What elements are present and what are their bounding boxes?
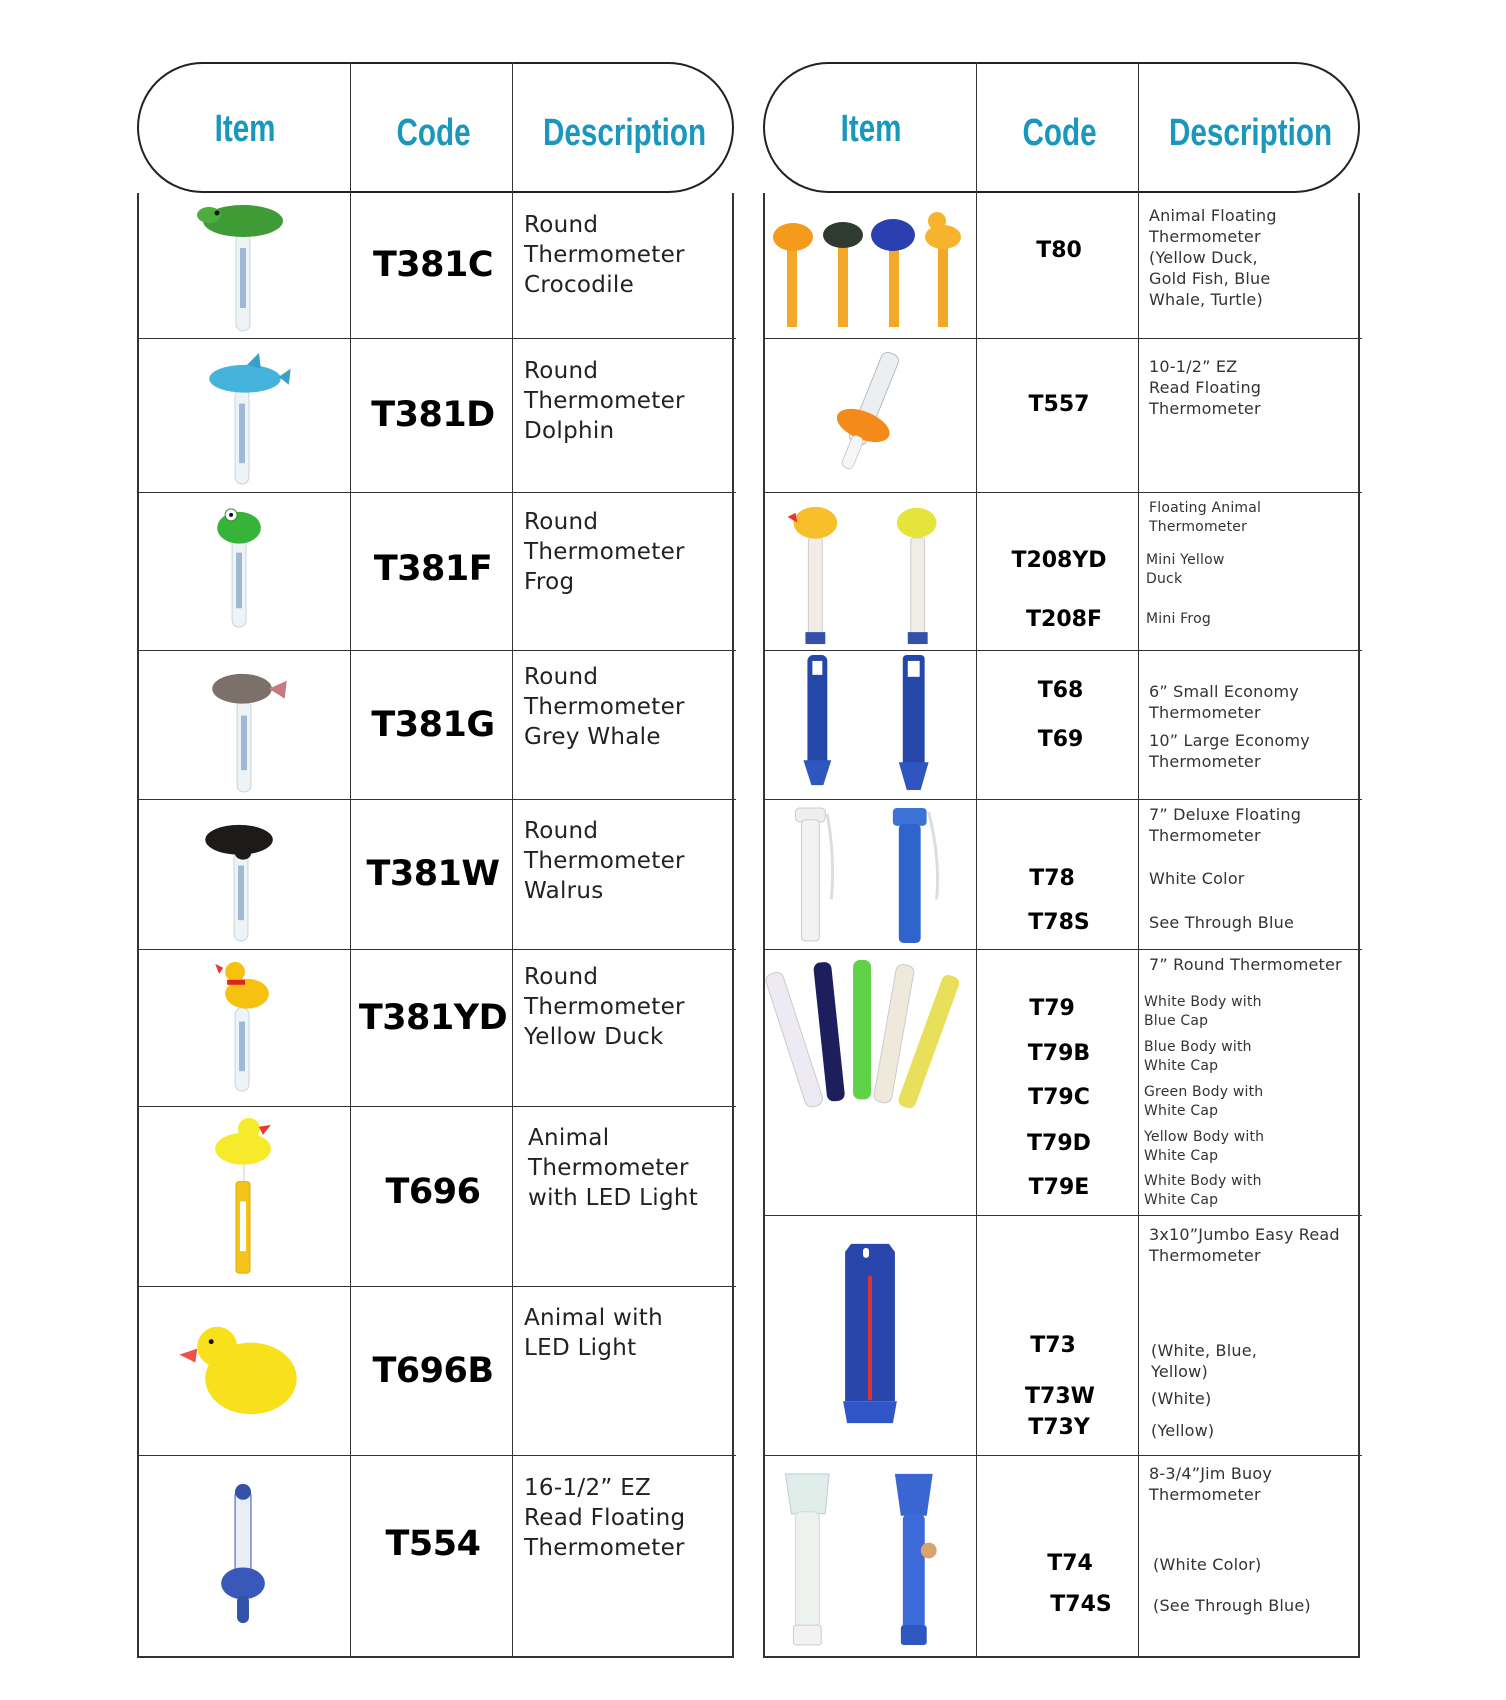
- table-row: [139, 193, 736, 338]
- walrus-thermometer-image: [139, 800, 352, 949]
- description-line: 8-3/4”Jim Buoy: [1149, 1464, 1273, 1483]
- ez-read-floating-thermometer-image: [139, 1456, 352, 1656]
- description-line: White Cap: [1144, 1192, 1219, 1208]
- item-cell: [765, 1456, 978, 1656]
- description-line: White Cap: [1144, 1058, 1219, 1074]
- product-code: T79E: [1028, 1175, 1090, 1200]
- column-divider: [976, 62, 977, 1658]
- table-row: [765, 1455, 1362, 1656]
- description-line: Yellow Body with: [1144, 1129, 1265, 1145]
- description-line: Animal with: [524, 1305, 663, 1331]
- product-code: T79B: [1027, 1041, 1091, 1066]
- item-cell: [139, 651, 352, 799]
- code-cell: [978, 1456, 1140, 1656]
- description-line: Whale, Turtle): [1149, 290, 1263, 309]
- product-code: T78: [1029, 866, 1075, 891]
- crocodile-thermometer-image: [139, 193, 352, 338]
- code-cell: [352, 1107, 514, 1286]
- description-line: LED Light: [524, 1335, 637, 1361]
- variant-description: [1153, 1595, 1358, 1616]
- product-code: T554: [385, 1524, 481, 1564]
- item-cell: [139, 950, 352, 1106]
- code-cell: [352, 1287, 514, 1455]
- description-line: Dolphin: [524, 418, 615, 444]
- description-line: Thermometer: [524, 1535, 685, 1561]
- header-description: Description: [543, 112, 707, 154]
- description-cell: [514, 800, 736, 949]
- product-code: T73Y: [1028, 1415, 1090, 1440]
- description-line: (See Through Blue): [1153, 1596, 1311, 1615]
- description-cell: [514, 339, 736, 492]
- description-line: Grey Whale: [524, 724, 661, 750]
- description-line: 7” Deluxe Floating: [1149, 805, 1302, 824]
- item-cell: [765, 339, 978, 492]
- description-cell: [1140, 1216, 1362, 1455]
- item-cell: [139, 1107, 352, 1286]
- item-cell: [139, 493, 352, 650]
- product-description: [1149, 205, 1358, 310]
- jim-buoy-thermometers-image: [765, 1456, 978, 1656]
- description-line: Read Floating: [524, 1505, 686, 1531]
- description-line: White Body with: [1144, 994, 1262, 1010]
- left-table-body: [137, 193, 734, 1658]
- product-description: [524, 662, 732, 752]
- description-line: (White): [1151, 1389, 1212, 1408]
- description-line: See Through Blue: [1149, 913, 1294, 932]
- product-description-heading: [1149, 499, 1358, 537]
- product-description-heading: [1149, 804, 1358, 846]
- grey-whale-thermometer-image: [139, 651, 352, 799]
- variant-description: [1149, 868, 1358, 889]
- product-code: T79: [1029, 996, 1075, 1021]
- description-line: Round: [524, 964, 599, 990]
- variant-description: [1151, 1420, 1358, 1441]
- code-cell: [978, 339, 1140, 492]
- variant-description: [1144, 1172, 1358, 1210]
- table-row: [765, 1215, 1362, 1455]
- table-row: [139, 1455, 736, 1656]
- description-cell: [1140, 950, 1362, 1215]
- description-line: (Yellow Duck,: [1149, 248, 1258, 267]
- table-row: [139, 492, 736, 650]
- description-line: Read Floating: [1149, 378, 1262, 397]
- economy-thermometers-image: [765, 651, 978, 799]
- item-cell: [765, 950, 978, 1215]
- product-description: [524, 507, 732, 597]
- product-code: T73: [1030, 1333, 1076, 1358]
- description-line: (White Color): [1153, 1555, 1262, 1574]
- product-code: T381D: [371, 395, 495, 435]
- description-line: Walrus: [524, 878, 604, 904]
- description-line: Thermometer: [1149, 752, 1261, 771]
- product-code: T696: [385, 1172, 481, 1212]
- product-code: T381G: [371, 705, 495, 745]
- description-line: Thermometer: [524, 994, 685, 1020]
- description-line: Green Body with: [1144, 1084, 1264, 1100]
- description-cell: [1140, 651, 1362, 799]
- table-row: [765, 650, 1362, 799]
- product-code: T69: [1037, 727, 1084, 752]
- item-cell: [139, 193, 352, 338]
- product-code: T73W: [1025, 1384, 1095, 1409]
- description-line: Thermometer: [1149, 227, 1261, 246]
- variant-description: [1149, 912, 1358, 933]
- item-cell: [765, 493, 978, 650]
- product-code: T381F: [373, 549, 493, 589]
- product-description: [524, 1473, 732, 1563]
- description-cell: [514, 1456, 736, 1656]
- description-line: 10” Large Economy: [1149, 731, 1310, 750]
- product-description: [524, 356, 732, 446]
- code-cell: [978, 493, 1140, 650]
- description-line: Thermometer: [524, 388, 685, 414]
- variant-description: [1144, 1128, 1358, 1166]
- product-description: [528, 1123, 732, 1213]
- product-code: T78S: [1028, 910, 1090, 935]
- description-line: Mini Yellow: [1146, 552, 1225, 568]
- product-description: [524, 210, 732, 300]
- description-line: Thermometer: [1149, 399, 1261, 418]
- description-line: Round: [524, 358, 599, 384]
- header-code: Code: [1021, 112, 1097, 154]
- description-line: Thermometer: [524, 694, 685, 720]
- product-code: T79D: [1027, 1131, 1091, 1156]
- mini-duck-frog-thermometers-image: [765, 493, 978, 650]
- header-item: Item: [215, 108, 276, 150]
- description-line: 16-1/2” EZ: [524, 1475, 652, 1501]
- description-line: Blue Body with: [1144, 1039, 1252, 1055]
- description-line: Thermometer: [524, 539, 685, 565]
- description-line: White Body with: [1144, 1173, 1262, 1189]
- code-cell: [352, 651, 514, 799]
- item-cell: [139, 1287, 352, 1455]
- product-description-heading: [1149, 954, 1358, 975]
- item-cell: [765, 651, 978, 799]
- description-line: 3x10”Jumbo Easy Read: [1149, 1225, 1340, 1244]
- description-line: 7” Round Thermometer: [1149, 955, 1342, 974]
- description-cell: [1140, 339, 1362, 492]
- description-line: White Cap: [1144, 1103, 1219, 1119]
- code-cell: [352, 339, 514, 492]
- code-cell: [978, 1216, 1140, 1455]
- variant-description: [1149, 730, 1358, 772]
- rubber-duck-led-image: [139, 1287, 352, 1455]
- left-table-header: [137, 62, 734, 193]
- item-cell: [765, 1216, 978, 1455]
- table-row: [139, 1106, 736, 1286]
- product-code: T68: [1037, 678, 1084, 703]
- left-product-table: [137, 62, 734, 1658]
- description-line: Animal: [528, 1125, 610, 1151]
- product-description: [524, 816, 732, 906]
- description-line: Animal Floating: [1149, 206, 1277, 225]
- table-row: [765, 492, 1362, 650]
- table-row: [765, 338, 1362, 492]
- product-code: T208YD: [1011, 548, 1107, 573]
- column-divider: [1138, 62, 1139, 1658]
- code-cell: [978, 651, 1140, 799]
- animal-floating-thermometers-image: [765, 193, 978, 338]
- description-line: Thermometer: [524, 242, 685, 268]
- code-cell: [352, 800, 514, 949]
- frog-thermometer-image: [139, 493, 352, 650]
- right-table-header: [763, 62, 1360, 193]
- table-row: [139, 650, 736, 799]
- jumbo-easy-read-thermometer-image: [765, 1216, 978, 1455]
- right-table-body: [763, 193, 1360, 1658]
- product-code: T74: [1047, 1551, 1093, 1576]
- description-line: Thermometer: [528, 1155, 689, 1181]
- description-line: Yellow): [1151, 1362, 1208, 1381]
- description-cell: [514, 193, 736, 338]
- description-line: Thermometer: [1149, 519, 1248, 535]
- description-line: (White, Blue,: [1151, 1341, 1258, 1360]
- product-description-heading: [1149, 1463, 1358, 1505]
- description-cell: [1140, 1456, 1362, 1656]
- description-line: Round: [524, 212, 599, 238]
- variant-description: [1149, 681, 1358, 723]
- item-cell: [139, 339, 352, 492]
- table-row: [765, 193, 1362, 338]
- variant-description: [1151, 1340, 1358, 1382]
- variant-description: [1146, 610, 1358, 629]
- description-line: Yellow Duck: [524, 1024, 664, 1050]
- description-line: Round: [524, 818, 599, 844]
- product-description: [524, 962, 732, 1052]
- yellow-duck-thermometer-image: [139, 950, 352, 1106]
- code-cell: [352, 493, 514, 650]
- product-description: [524, 1303, 732, 1363]
- description-line: Duck: [1146, 571, 1183, 587]
- description-cell: [514, 950, 736, 1106]
- product-code: T381YD: [358, 998, 508, 1038]
- description-cell: [1140, 800, 1362, 949]
- variant-description: [1144, 993, 1358, 1031]
- description-cell: [514, 493, 736, 650]
- description-cell: [514, 651, 736, 799]
- description-cell: [514, 1287, 736, 1455]
- description-line: Floating Animal: [1149, 500, 1262, 516]
- table-row: [139, 338, 736, 492]
- description-line: Thermometer: [524, 848, 685, 874]
- description-line: Thermometer: [1149, 826, 1261, 845]
- item-cell: [765, 193, 978, 338]
- table-row: [765, 799, 1362, 949]
- product-code: T80: [1036, 238, 1082, 263]
- code-cell: [978, 193, 1140, 338]
- right-product-table: [763, 62, 1360, 1658]
- header-code: Code: [395, 112, 471, 154]
- ez-read-floating-thermometer-orange-image: [765, 339, 978, 492]
- product-code: T557: [1028, 392, 1090, 417]
- item-cell: [765, 800, 978, 949]
- product-description: [1149, 356, 1358, 419]
- description-line: Crocodile: [524, 272, 635, 298]
- description-line: White Cap: [1144, 1148, 1219, 1164]
- table-row: [139, 1286, 736, 1455]
- variant-description: [1153, 1554, 1358, 1575]
- description-line: Thermometer: [1149, 1246, 1261, 1265]
- description-line: 6” Small Economy: [1149, 682, 1299, 701]
- description-cell: [514, 1107, 736, 1286]
- product-code: T381C: [372, 245, 494, 285]
- product-code: T208F: [1026, 607, 1102, 632]
- product-code: T696B: [372, 1351, 494, 1391]
- code-cell: [352, 1456, 514, 1656]
- variant-description: [1146, 551, 1358, 589]
- product-code: T381W: [366, 854, 500, 894]
- description-line: Thermometer: [1149, 1485, 1261, 1504]
- description-line: 10-1/2” EZ: [1149, 357, 1238, 376]
- item-cell: [139, 1456, 352, 1656]
- deluxe-floating-thermometers-image: [765, 800, 978, 949]
- variant-description: [1144, 1038, 1358, 1076]
- description-line: Round: [524, 509, 599, 535]
- variant-description: [1151, 1388, 1358, 1409]
- product-description-heading: [1149, 1224, 1358, 1266]
- description-line: Blue Cap: [1144, 1013, 1209, 1029]
- description-cell: [1140, 193, 1362, 338]
- product-code: T74S: [1050, 1592, 1112, 1617]
- variant-description: [1144, 1083, 1358, 1121]
- code-cell: [352, 950, 514, 1106]
- duck-led-thermometer-image: [139, 1107, 352, 1286]
- dolphin-thermometer-image: [139, 339, 352, 492]
- round-thermometers-assorted-image: [765, 950, 978, 1215]
- column-divider: [350, 62, 351, 1658]
- code-cell: [978, 800, 1140, 949]
- product-code: T79C: [1028, 1085, 1090, 1110]
- description-line: (Yellow): [1151, 1421, 1215, 1440]
- description-cell: [1140, 493, 1362, 650]
- code-cell: [352, 193, 514, 338]
- description-line: Thermometer: [1149, 703, 1261, 722]
- code-cell: [978, 950, 1140, 1215]
- table-row: [139, 949, 736, 1106]
- description-line: White Color: [1149, 869, 1245, 888]
- description-line: Frog: [524, 569, 575, 595]
- header-item: Item: [841, 108, 902, 150]
- description-line: Gold Fish, Blue: [1149, 269, 1271, 288]
- column-divider: [512, 62, 513, 1658]
- header-description: Description: [1169, 112, 1333, 154]
- table-row: [139, 799, 736, 949]
- description-line: Mini Frog: [1146, 611, 1211, 627]
- table-row: [765, 949, 1362, 1215]
- item-cell: [139, 800, 352, 949]
- description-line: with LED Light: [528, 1185, 699, 1211]
- description-line: Round: [524, 664, 599, 690]
